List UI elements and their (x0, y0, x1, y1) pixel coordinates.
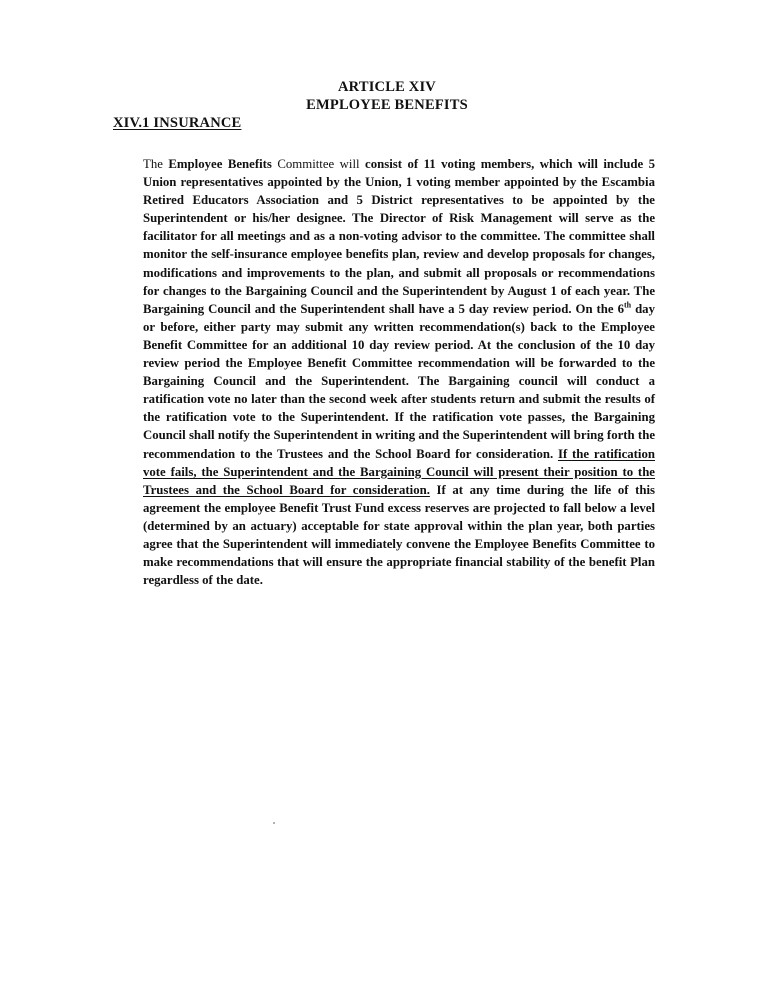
paragraph-segment: If at any time during the life of this agreement the employee Benefit Trust Fund excess reserves are projected to fall below a level (determined by an actuary) acceptable for state approval within the plan year, both parties agree that the Superintendent will immediately convene the Employee Benefits Committee to make recommendations that will ensure the appropriate financial stability of the benefit Plan regardless of the date. (143, 482, 655, 588)
ordinal-suffix: th (623, 300, 632, 310)
article-title: ARTICLE XIV (338, 79, 436, 95)
section-heading: XIV.1 INSURANCE (113, 115, 242, 131)
insurance-paragraph (143, 155, 655, 589)
paragraph-segment: day or before, either party may submit any written recommendation(s) back to the Employee Benefit Committee for an additional 10 day review period. At the conclusion of the 10 day review period the Employee Benefit Committee recommendation will be forwarded to the Bargaining Council and the Superintendent. The Bargaining council will conduct a ratification vote no later than the second week after students return and submit the results of the ratification vote to the Superintendent. If the ratification vote passes, the Bargaining Council shall notify the Superintendent in writing and the Superintendent will bring forth the recommendation to the Trustees and the School Board for consideration. (143, 301, 655, 461)
scan-speck (273, 822, 275, 824)
underlined-clause: If the ratification vote fails, the Superintendent and the Bargaining Council will present their position to the Trustees and the School Board for consideration. (143, 446, 655, 497)
article-subtitle: EMPLOYEE BENEFITS (306, 97, 468, 113)
paragraph-segment: The (143, 157, 163, 171)
paragraph-segment: consist of 11 voting members, which will include 5 Union representatives appointed by the Union, 1 voting member appointed by the Escambia Retired Educators Association and 5 District representatives to be appointed by the Superintendent or his/her designee. The Director of Risk Management will serve as the facilitator for all meetings and as a non-voting advisor to the committee. The committee shall monitor the self-insurance employee benefits plan, review and develop proposals for changes, modifications and improvements to the plan, and submit all proposals or recommendations for changes to the Bargaining Council and the Superintendent by August 1 of each year. The Bargaining Council and the Superintendent shall have a 5 day review period. On the 6 (143, 157, 655, 316)
paragraph-segment: Committee will (277, 157, 360, 171)
article-header (0, 78, 768, 114)
paragraph-segment: Employee Benefits (168, 157, 272, 171)
